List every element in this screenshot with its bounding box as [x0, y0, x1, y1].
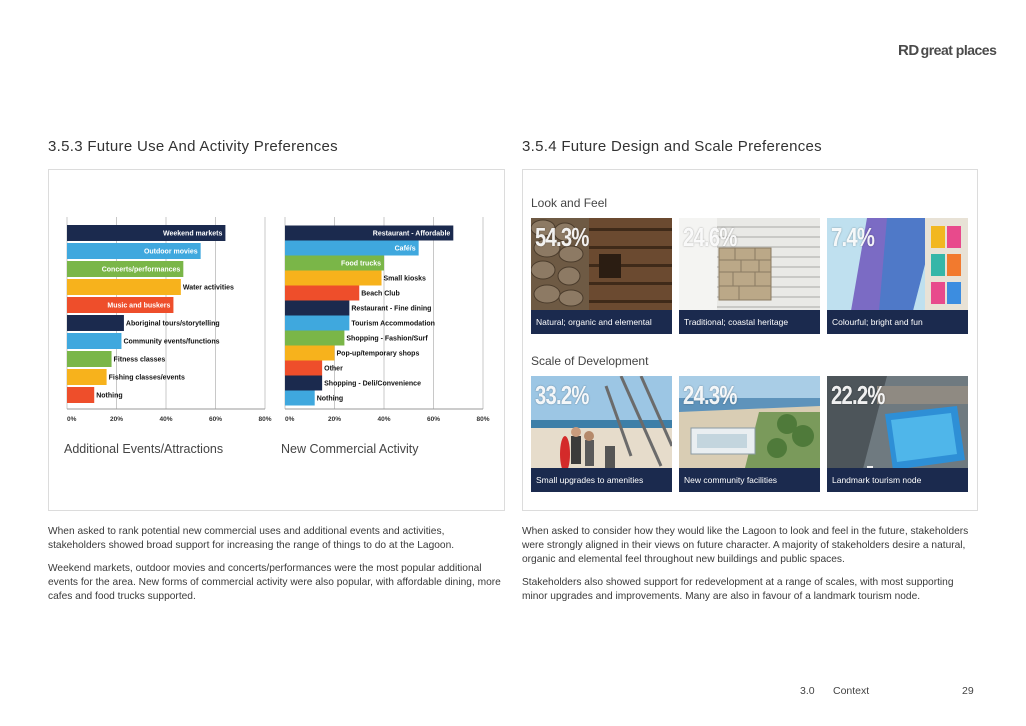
bar-label: Small kiosks	[383, 275, 426, 283]
bar-label: Restaurant - Fine dining	[351, 305, 432, 313]
bar	[67, 315, 124, 331]
tick-label: 40%	[159, 416, 173, 423]
bar	[67, 387, 94, 403]
design-paragraph-1: When asked to consider how they would like the Lagoon to look and feel in the future, stakeholders were strongly aligned in their views on future character. A majority of stakeholders desire a natural, organic and elemental feel throughout new buildings and public spaces.	[522, 526, 969, 565]
bar	[67, 369, 107, 385]
bar	[285, 346, 335, 361]
bar-label: Shopping - Fashion/Surf	[346, 335, 428, 343]
traditional-label: Traditional; coastal heritage	[679, 310, 820, 334]
bar-label: Water activities	[182, 284, 234, 292]
bar-label: Weekend markets	[162, 230, 223, 238]
footer-chapter: Context	[833, 685, 870, 697]
tick-label: 0%	[285, 416, 295, 423]
brand-logo	[898, 42, 996, 59]
look-and-feel-title: Look and Feel	[531, 196, 608, 210]
bar-label: Fishing classes/events	[108, 374, 185, 382]
community-facilities-label: New community facilities	[679, 468, 820, 492]
commercial-chart	[281, 215, 491, 435]
bar-label: Aboriginal tours/storytelling	[125, 320, 220, 328]
small-upgrades-label: Small upgrades to amenities	[531, 468, 672, 492]
community-facilities-percent: 24.3%	[683, 380, 737, 410]
landmark-tourism-percent: 22.2%	[831, 380, 885, 410]
landmark-tourism-label: Landmark tourism node	[827, 468, 968, 492]
events-chart-svg	[63, 215, 273, 430]
tick-label: 60%	[208, 416, 223, 423]
section-title-design: 3.5.4 Future Design and Scale Preferences	[522, 138, 822, 155]
small-upgrades-percent: 33.2%	[535, 380, 589, 410]
bar-label: Restaurant - Affordable	[372, 230, 451, 238]
use-paragraph-2: Weekend markets, outdoor movies and concerts/performances were the most popular additional events for the area. New forms of commercial activity were also popular, with affordable dining, more cafes and food trucks supported.	[48, 563, 501, 602]
events-chart-caption: Additional Events/Attractions	[64, 442, 224, 456]
bar-label: Tourism Accommodation	[351, 320, 435, 328]
bar-label: Fitness classes	[113, 356, 166, 364]
tick-label: 40%	[377, 416, 391, 423]
bar	[285, 361, 322, 376]
bar-label: Nothing	[96, 392, 123, 400]
tick-label: 80%	[476, 416, 490, 423]
use-paragraph-1: When asked to rank potential new commercial uses and additional events and activities, stakeholders showed broad support for increasing the range of things to do at the Lagoon.	[48, 526, 455, 551]
colourful-label: Colourful; bright and fun	[827, 310, 968, 334]
scale-title: Scale of Development	[531, 354, 649, 368]
bar-label: Café/s	[394, 245, 416, 253]
tile-colourful	[827, 218, 968, 334]
bar-label: Beach Club	[361, 290, 400, 298]
bar	[285, 376, 322, 391]
bar-label: Music and buskers	[107, 302, 171, 310]
tick-label: 0%	[67, 416, 77, 423]
colourful-percent: 7.4%	[831, 222, 875, 252]
commercial-chart-caption: New Commercial Activity	[281, 442, 419, 456]
commercial-chart-svg	[281, 215, 491, 430]
bar-label: Pop-up/temporary shops	[336, 350, 420, 358]
tile-natural	[531, 218, 672, 334]
tile-traditional	[679, 218, 820, 334]
tick-label: 20%	[109, 416, 124, 423]
tile-landmark-tourism	[827, 376, 968, 492]
brand-name: great places	[920, 42, 997, 58]
bar	[285, 286, 359, 301]
bar-label: Other	[324, 365, 343, 373]
bar-label: Concerts/performances	[101, 266, 181, 274]
bar-label: Community events/functions	[123, 338, 220, 346]
tick-label: 60%	[426, 416, 441, 423]
bar	[67, 351, 112, 367]
natural-percent: 54.3%	[535, 222, 589, 252]
events-chart	[63, 215, 273, 435]
bar-label: Nothing	[316, 395, 344, 403]
bar-label: Shopping - Deli/Convenience	[324, 380, 421, 388]
tile-community-facilities	[679, 376, 820, 492]
bar-label: Food trucks	[340, 260, 381, 268]
tick-label: 80%	[258, 416, 272, 423]
brand-mark: RD	[898, 42, 919, 59]
bar	[285, 391, 315, 406]
design-paragraph-2: Stakeholders also showed support for redevelopment at a range of scales, with most supporting minor upgrades and improvements. Many are also in favour of a landmark tourism node.	[522, 577, 954, 602]
footer-page-number: 29	[962, 685, 974, 697]
natural-label: Natural; organic and elemental	[531, 310, 672, 334]
use-description	[48, 525, 503, 613]
bar	[285, 316, 349, 331]
bar	[285, 301, 349, 316]
bar	[67, 279, 181, 295]
tick-label: 20%	[327, 416, 342, 423]
footer-section-number: 3.0	[800, 685, 815, 697]
design-description	[522, 525, 976, 613]
bar-label: Outdoor movies	[143, 248, 198, 256]
bar	[285, 331, 344, 346]
traditional-percent: 24.6%	[683, 222, 737, 252]
tile-small-upgrades	[531, 376, 672, 492]
bar	[285, 271, 382, 286]
section-title-use: 3.5.3 Future Use And Activity Preferences	[48, 138, 338, 155]
bar	[67, 333, 121, 349]
